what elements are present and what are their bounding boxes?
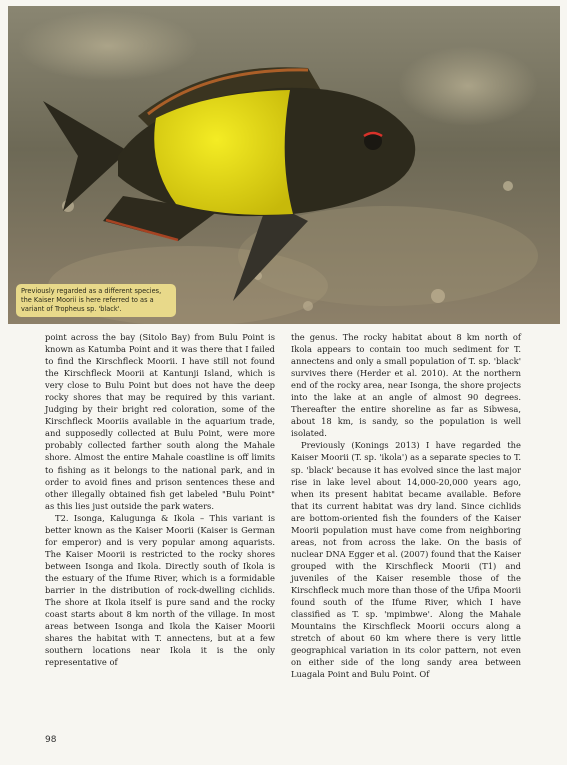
- paragraph: the genus. The rocky habitat about 8 km north of Ikola appears to contain too much sediment for T. annectens and only a small population of T. sp. 'black' survives there (Herder et al. 2010). At the northern end of the rocky area, near Isonga, the shore projects into the lake at an angle of almost 90 degrees. Thereafter the entire shoreline as far as Sibwesa, about 18 km, is sandy, so the population is well isolated.: [291, 332, 521, 439]
- article-body: [45, 331, 521, 711]
- photo-caption: Previously regarded as a different species, the Kaiser Moorii is here referred to as a variant of Tropheus sp. 'black'.: [16, 284, 176, 317]
- paragraph: T2. Isonga, Kalugunga & Ikola – This variant is better known as the Kaiser Moorii (Kaiser is German for emperor) and is very popular among aquarists. The Kaiser Moorii is restricted to the rocky shores between Isonga and Ikola. Directly south of Ikola is the estuary of the Ifume River, which is a formidable barrier in the distribution of rock-dwelling cichlids. The shore at Ikola itself is pure sand and the rocky coast starts about 8 km north of the village. In most areas between Isonga and Ikola the Kaiser Moorii shares the habitat with T. annectens, but at a few southern locations near Ikola it is the only representative of: [45, 512, 275, 668]
- paragraph: point across the bay (Sitolo Bay) from Bulu Point is known as Katumba Point and it was there that I failed to find the Kirschfleck Moorii. I have still not found the Kirschfleck Moorii at Kantunji Island, which is very close to Bulu Point but does not have the deep rocky shores that may be required by this variant. Judging by their bright red coloration, some of the Kirschfleck Mooriis available in the aquarium trade, and supposedly collected at Bulu Point, were more probably collected farther south along the Mahale shore. Almost the entire Mahale coastline is off limits to fishing as it belongs to the national park, and in order to avoid fines and prison sentences these and other illegally obtained fish get labeled "Bulu Point" as this lies just outside the park waters.: [45, 332, 275, 511]
- right-column: [291, 331, 521, 711]
- page-number: 98: [45, 735, 57, 745]
- left-column: [45, 331, 275, 711]
- fish-photo-illustration: [8, 6, 560, 324]
- fish-photo: [8, 6, 560, 324]
- paragraph: Previously (Konings 2013) I have regarded the Kaiser Moorii (T. sp. 'ikola') as a separate species to T. sp. 'black' because it has evolved since the last major rise in lake level about 14,000-20,000 years ago, when its present habitat became available. Before that its current habitat was dry land. Since cichlids are bottom-oriented fish the founders of the Kaiser Moorii population must have come from neighboring areas, not from across the lake. On the basis of nuclear DNA Egger et al. (2007) found that the Kaiser grouped with the Kirschfleck Moorii (T1) and juveniles of the Kaiser resemble those of the Kirschfleck much more than those of the Ufipa Moorii found south of the Ifume River, which I have classified as T. sp. 'mpimbwe'. Along the Mahale Mountains the Kirschfleck Moorii occurs along a stretch of about 60 km where there is very little geographical variation in its color pattern, not even on either side of the long sandy area between Luagala Point and Bulu Point. Of: [291, 440, 521, 680]
